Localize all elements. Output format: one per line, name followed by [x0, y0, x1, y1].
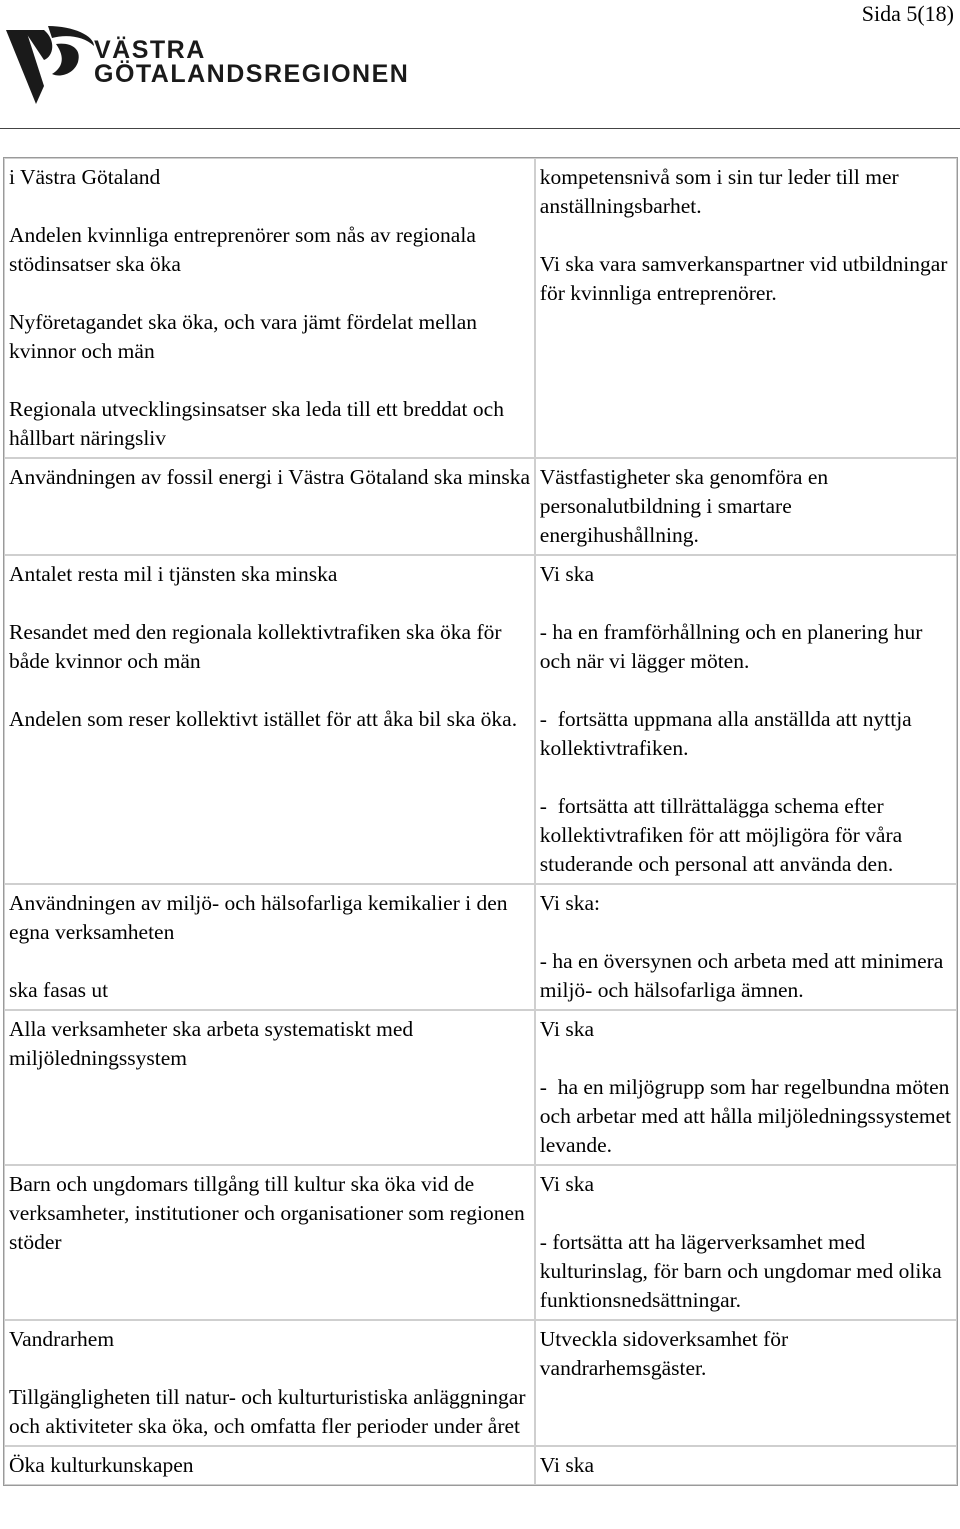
page-number: Sida 5(18) — [861, 1, 954, 26]
action-cell — [535, 1010, 957, 1165]
action-text: - fortsätta uppmana alla anställda att nyttja kollektivtrafiken. — [539, 707, 918, 760]
goal-text: i Västra Götaland — [9, 165, 161, 189]
goal-text: Tillgängligheten till natur- och kulturturistiska anläggningar och aktiviteter ska öka, och omfatta fler perioder under året — [9, 1385, 526, 1438]
action-cell — [535, 555, 957, 884]
goal-text: Användningen av fossil energi i Västra Götaland ska minska — [9, 465, 531, 489]
goal-cell — [4, 1446, 535, 1485]
goal-text: Antalet resta mil i tjänsten ska minska — [9, 562, 338, 586]
goal-cell — [4, 1320, 535, 1446]
goals-actions-table — [3, 157, 958, 1486]
action-text: Vi ska — [539, 562, 595, 586]
action-cell — [535, 1446, 957, 1485]
goal-text: Alla verksamheter ska arbeta systematiskt med miljöledningssystem — [9, 1017, 414, 1070]
action-text: - fortsätta att ha lägerverksamhet med kulturinslag, för barn och ungdomar med olika funktionsnedsättningar. — [539, 1230, 942, 1312]
action-text: Vi ska — [539, 1453, 595, 1477]
action-text: Utveckla sidoverksamhet för vandrarhemsgäster. — [539, 1327, 789, 1380]
table-row — [4, 1446, 957, 1485]
goal-text: ska fasas ut — [9, 978, 109, 1002]
goal-cell — [4, 458, 535, 555]
action-text: kompetensnivå som i sin tur leder till mer anställningsbarhet. — [539, 165, 899, 218]
action-cell — [535, 458, 957, 555]
goal-text: Vandrarhem — [9, 1327, 115, 1351]
goal-cell — [4, 884, 535, 1010]
action-cell — [535, 1320, 957, 1446]
header-divider — [0, 128, 960, 129]
action-text: Vi ska: — [539, 891, 600, 915]
action-text: Vi ska — [539, 1017, 595, 1041]
goal-text: Öka kulturkunskapen — [9, 1453, 194, 1477]
goal-cell — [4, 158, 535, 458]
action-cell — [535, 884, 957, 1010]
action-text: Vi ska — [539, 1172, 595, 1196]
goal-text: Andelen kvinnliga entreprenörer som nås av regionala stödinsatser ska öka — [9, 223, 476, 276]
goal-cell — [4, 1010, 535, 1165]
logo-line-2: GÖTALANDSREGIONEN — [94, 60, 410, 88]
table-row — [4, 555, 957, 884]
action-text: - fortsätta att tillrättalägga schema efter kollektivtrafiken för att möjligöra för våra studerande och personal att använda den. — [539, 794, 908, 876]
action-cell — [535, 1165, 957, 1320]
table-row — [4, 458, 957, 555]
action-text: Västfastigheter ska genomföra en personalutbildning i smartare energihushållning. — [539, 465, 829, 547]
vgr-logo — [4, 22, 410, 108]
goal-text: Andelen som reser kollektivt istället för att åka bil ska öka. — [9, 707, 518, 731]
table-row — [4, 158, 957, 458]
goal-cell — [4, 555, 535, 884]
logo-line-1: VÄSTRA — [94, 36, 206, 64]
table-row — [4, 1320, 957, 1446]
goal-cell — [4, 1165, 535, 1320]
goal-text: Resandet med den regionala kollektivtrafiken ska öka för både kvinnor och män — [9, 620, 502, 673]
action-text: - ha en översynen och arbeta med att minimera miljö- och hälsofarliga ämnen. — [539, 949, 944, 1002]
table-row — [4, 884, 957, 1010]
goal-text: Nyföretagandet ska öka, och vara jämt fördelat mellan kvinnor och män — [9, 310, 478, 363]
action-text: - ha en framförhållning och en planering hur och när vi lägger möten. — [539, 620, 928, 673]
action-text: - ha en miljögrupp som har regelbundna möten och arbetar med att hålla miljöledningssystemet levande. — [539, 1075, 957, 1157]
goal-text: Användningen av miljö- och hälsofarliga kemikalier i den egna verksamheten — [9, 891, 508, 944]
goal-text: Barn och ungdomars tillgång till kultur ska öka vid de verksamheter, institutioner och organisationer som regionen stöder — [9, 1172, 525, 1254]
action-text: Vi ska vara samverkanspartner vid utbildningar för kvinnliga entreprenörer. — [539, 252, 948, 305]
vgr-emblem-icon — [4, 22, 96, 108]
goal-text: Regionala utvecklingsinsatser ska leda till ett breddat och hållbart näringsliv — [9, 397, 504, 450]
action-cell — [535, 158, 957, 458]
table-row — [4, 1010, 957, 1165]
table-row — [4, 1165, 957, 1320]
